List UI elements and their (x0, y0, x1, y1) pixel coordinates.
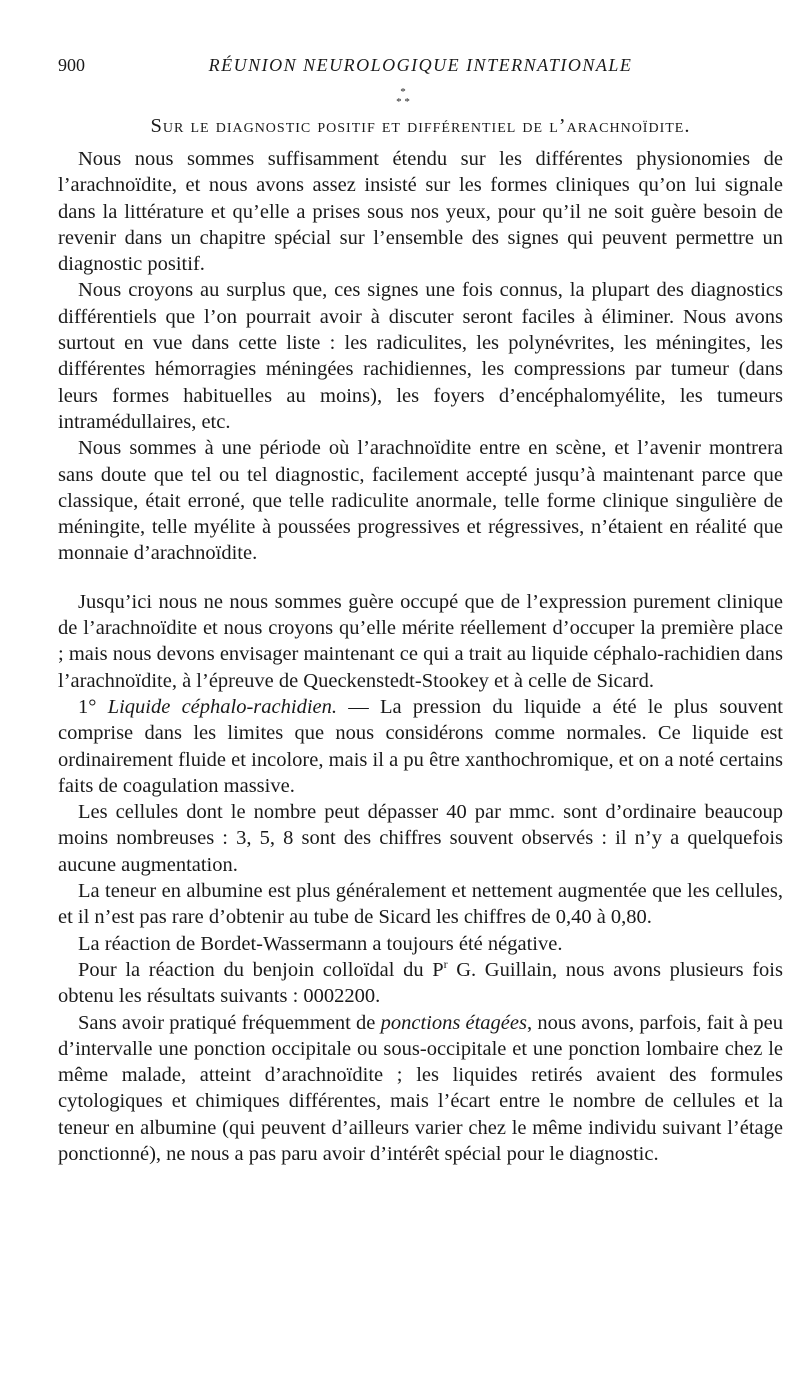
paragraph: Nous sommes à une période où l’arachnoïdite entre en scène, et l’avenir montrera sans doute que tel ou tel diagnostic, facilement accepté jusqu’à maintenant parce que classique, était erroné, que telle radiculite anormale, telle forme clinique singulière de méningite, telle myélite à poussées progressives et régressives, n’étaient en réalité que monnaie d’arachnoïdite. (58, 437, 783, 565)
liquide-paragraph (58, 694, 783, 799)
ponctions-paragraph (58, 1010, 783, 1168)
liquide-text: — La pression du liquide a été le plus souvent comprise dans les limites que nous considérons comme normales. Ce liquide est ordinairement fluide et incolore, mais il a pu être xanthochromique, et on a noté certains faits de coagulation massive. (58, 695, 783, 797)
page-header (58, 55, 783, 83)
section-separator (378, 87, 428, 107)
benjoin-sup: r (443, 957, 448, 972)
separator-star-top: * (400, 86, 406, 98)
liquide-heading: Liquide céphalo-rachidien. (107, 695, 337, 718)
benjoin-after: G. Guillain, nous avons plusieurs fois obtenu les résultats suivants : 0002200. (58, 958, 783, 1008)
page-number: 900 (58, 55, 85, 75)
ponctions-italic: ponctions étagées (380, 1011, 527, 1034)
liquide-number: 1° (78, 695, 97, 718)
ponctions-after: , nous avons, parfois, fait à peu d’intervalle une ponction occipitale ou sous-occipitale et une ponction lombaire chez le même malade, atteint d’arachnoïdite ; les liquides retirés avaient des formules cytologiques et chimiques différentes, mais l’écart entre le nombre de cellules et la teneur en albumine (qui peuvent d’ailleurs varier chez le même individu suivant l’étage ponctionné), ne nous a pas paru avoir d’intérêt spécial pour le diagnostic. (58, 1011, 784, 1165)
paragraph: La teneur en albumine est plus généralement et nettement augmentée que les cellules, et il n’est pas rare d’obtenir au tube de Sicard les chiffres de 0,40 à 0,80. (58, 880, 783, 929)
separator-stars-bottom: * * (396, 96, 410, 108)
ponctions-before: Sans avoir pratiqué fréquemment de (78, 1011, 381, 1034)
paragraph: La réaction de Bordet-Wassermann a toujours été négative. (78, 932, 563, 955)
benjoin-before: Pour la réaction du benjoin colloïdal du P (78, 958, 444, 981)
document-page (58, 55, 783, 1167)
section-title: Sur le diagnostic positif et différentiel de l’arachnoïdite. (150, 115, 691, 137)
paragraph: Nous croyons au surplus que, ces signes une fois connus, la plupart des diagnostics différentiels que l’on pourrait avoir à discuter seront faciles à éliminer. Nous avons surtout en vue dans cette liste : les radiculites, les polynévrites, les méningites, les différentes hémorragies méningées rachidiennes, les compressions par tumeur (dans leurs formes habituelles au moins), les foyers d’encéphalomyélite, les tumeurs intramédullaires, etc. (58, 279, 783, 433)
paragraph: Jusqu’ici nous ne nous sommes guère occupé que de l’expression purement clinique de l’arachnoïdite et nous croyons qu’elle mérite réellement d’occuper la première place ; mais nous devons envisager maintenant ce qui a trait au liquide céphalo-rachidien dans l’arachnoïdite, à l’épreuve de Queckenstedt-Stookey et à celle de Sicard. (58, 590, 783, 692)
paragraph: Les cellules dont le nombre peut dépasser 40 par mmc. sont d’ordinaire beaucoup moins nombreuses : 3, 5, 8 sont des chiffres souvent observés : il n’y a quelquefois aucune augmentation. (58, 801, 783, 876)
benjoin-paragraph (58, 957, 783, 1010)
paragraph: Nous nous sommes suffisamment étendu sur les différentes physionomies de l’arachnoïdite, et nous avons assez insisté sur les formes cliniques qu’on lui signale dans la littérature et qu’elle a prises sous nos yeux, pour qu’il ne soit guère besoin de revenir dans un chapitre spécial sur l’ensemble des signes qui peuvent permettre un diagnostic positif. (58, 148, 783, 276)
paragraph-gap (58, 567, 783, 589)
running-title: RÉUNION NEUROLOGIQUE INTERNATIONALE (208, 55, 633, 75)
